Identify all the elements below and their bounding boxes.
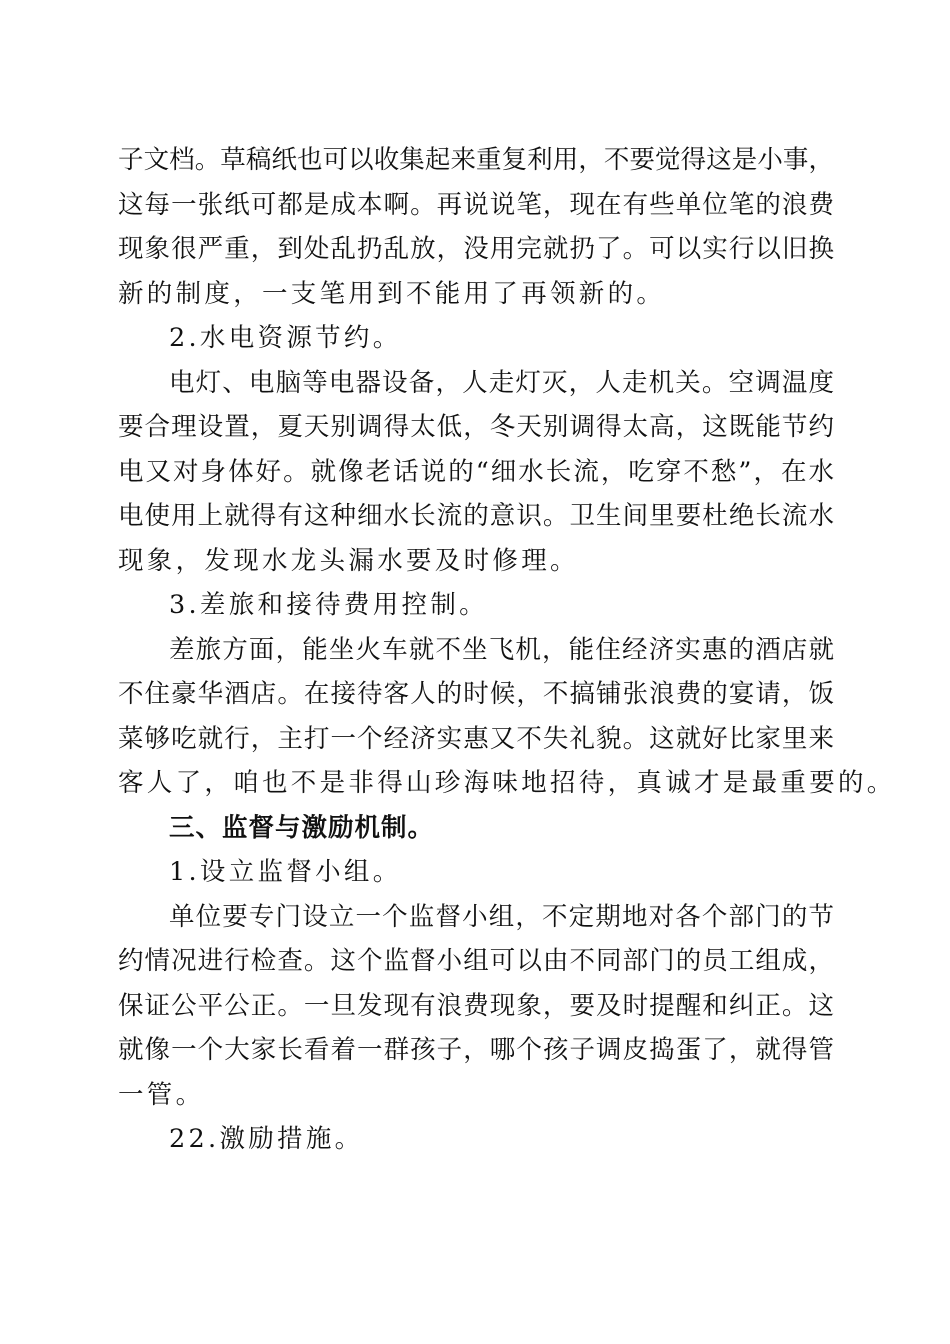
document-page <box>118 138 896 1162</box>
paragraph-line: 保证公平公正。一旦发现有浪费现象，要及时提醒和纠正。这 <box>118 990 834 1021</box>
subsection-title: 1.设立监督小组。 <box>169 857 402 887</box>
paragraph-line: 客人了，咱也不是非得山珍海味地招待，真诚才是最重要的。 <box>118 768 896 798</box>
paragraph-line: 现象很严重，到处乱扔乱放，没用完就扔了。可以实行以旧换 <box>118 234 834 264</box>
paragraph-line: 就像一个大家长看着一群孩子，哪个孩子调皮捣蛋了，就得管 <box>118 1035 834 1065</box>
paragraph-line: 约情况进行检查。这个监督小组可以由不同部门的员工组成， <box>118 946 834 976</box>
section-heading: 三、监督与激励机制。 <box>169 812 435 843</box>
paragraph-line: 子文档。草稿纸也可以收集起来重复利用，不要觉得这是小事， <box>118 145 834 175</box>
paragraph-line: 现象，发现水龙头漏水要及时修理。 <box>118 545 579 576</box>
paragraph-line: 单位要专门设立一个监督小组，不定期地对各个部门的节 <box>169 901 834 932</box>
paragraph-line: 不住豪华酒店。在接待客人的时候，不搞铺张浪费的宴请，饭 <box>118 679 834 709</box>
paragraph-line: 电使用上就得有这种细水长流的意识。卫生间里要杜绝长流水 <box>118 501 834 531</box>
paragraph-line: 菜够吃就行，主打一个经济实惠又不失礼貌。这就好比家里来 <box>118 723 834 754</box>
subsection-title: 3.差旅和接待费用控制。 <box>169 590 488 620</box>
paragraph-line: 差旅方面，能坐火车就不坐飞机，能住经济实惠的酒店就 <box>169 634 834 665</box>
paragraph-line: 一管。 <box>118 1079 205 1110</box>
paragraph-line: 电灯、电脑等电器设备，人走灯灭，人走机关。空调温度 <box>169 367 834 398</box>
paragraph-line: 电又对身体好。就像老话说的“细水长流，吃穿不愁”，在水 <box>118 456 834 487</box>
paragraph-line: 要合理设置，夏天别调得太低，冬天别调得太高，这既能节约 <box>118 412 834 442</box>
paragraph-line: 这每一张纸可都是成本啊。再说说笔，现在有些单位笔的浪费 <box>118 189 834 220</box>
subsection-title: 22.激励措施。 <box>169 1124 364 1154</box>
paragraph-line: 新的制度，一支笔用到不能用了再领新的。 <box>118 278 666 309</box>
subsection-title: 2.水电资源节约。 <box>169 323 402 353</box>
